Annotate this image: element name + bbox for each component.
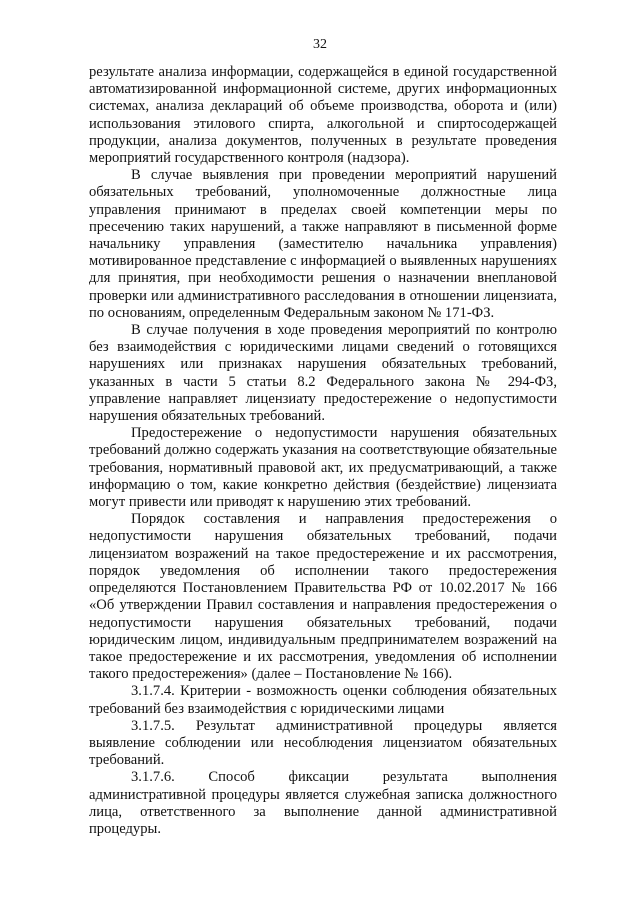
paragraph-3-1-7-5: 3.1.7.5. Результат административной процедуры является выявление соблюдении или несоблюдения лицензиатом обязательных требований.	[89, 717, 557, 769]
document-body	[89, 64, 557, 838]
paragraph-warning-procedure: Порядок составления и направления предостережения о недопустимости нарушения обязательных требований, подачи лицензиатом возражений на такое предостережение и их рассмотрения, порядок уведомления об исполнении такого предостережения определяются Постановлением Правительства РФ от 10.02.2017 № 166 «Об утверждении Правил составления и направления предостережения о недопустимости нарушения обязательных требований, подачи юридическим лицом, индивидуальным предпринимателем возражений на такое предостережение и их рассмотрения, уведомления об исполнении такого предостережения» (далее – Постановление № 166).	[89, 511, 557, 683]
paragraph-warning-content: Предостережение о недопустимости нарушения обязательных требований должно содержать указания на соответствующие обязательные требования, нормативный правовой акт, их предусматривающий, а также информацию о том, какие конкретно действия (бездействие) лицензиата могут привести или приводят к нарушению этих требований.	[89, 425, 557, 511]
paragraph-continuation: результате анализа информации, содержащейся в единой государственной автоматизированной информационной системе, других информационных системах, анализа деклараций об объеме производства, оборота и (или) использования этилового спирта, алкогольной и спиртосодержащей продукции, анализа документов, полученных в результате проведения мероприятий государственного контроля (надзора).	[89, 64, 557, 167]
paragraph-3-1-7-4: 3.1.7.4. Критерии - возможность оценки соблюдения обязательных требований без взаимодействия с юридическими лицами	[89, 683, 557, 717]
page-number: 32	[313, 37, 327, 52]
paragraph-3-1-7-6: 3.1.7.6. Способ фиксации результата выполнения административной процедуры является служебная записка должностного лица, ответственного за выполнение данной административной процедуры.	[89, 769, 557, 837]
paragraph-warning-issuance: В случае получения в ходе проведения мероприятий по контролю без взаимодействия с юридическими лицами сведений о готовящихся нарушениях или признаках нарушения обязательных требований, указанных в части 5 статьи 8.2 Федерального закона № 294-ФЗ, управление направляет лицензиату предостережение о недопустимости нарушения обязательных требований.	[89, 322, 557, 425]
paragraph-violations: В случае выявления при проведении мероприятий нарушений обязательных требований, уполномоченные должностные лица управления принимают в пределах своей компетенции меры по пресечению таких нарушений, а также направляют в письменной форме начальнику управления (заместителю начальника управления) мотивированное представление с информацией о выявленных нарушениях для принятия, при необходимости решения о назначении внеплановой проверки или административного расследования в отношении лицензиата, по основаниям, определенным Федеральным законом № 171-ФЗ.	[89, 167, 557, 321]
